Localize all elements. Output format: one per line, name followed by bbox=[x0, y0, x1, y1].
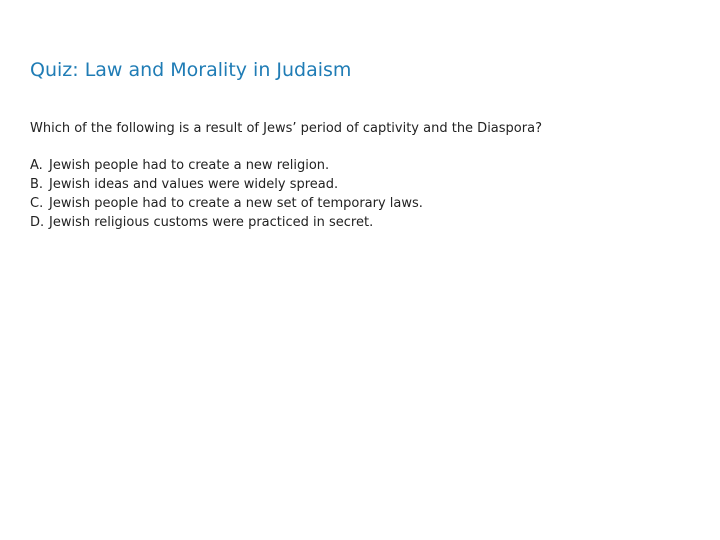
option-letter: A. bbox=[30, 158, 43, 173]
option-text: Jewish people had to create a new set of temporary laws. bbox=[49, 196, 423, 211]
answer-options-list bbox=[30, 156, 690, 232]
answer-option-a bbox=[30, 156, 690, 175]
quiz-question: Which of the following is a result of Jews’ period of captivity and the Diaspora? bbox=[30, 121, 542, 136]
option-text: Jewish people had to create a new religion. bbox=[49, 158, 330, 173]
answer-option-d bbox=[30, 213, 690, 232]
option-letter: C. bbox=[30, 196, 44, 211]
option-letter: B. bbox=[30, 177, 44, 192]
answer-option-c bbox=[30, 194, 690, 213]
answer-option-b bbox=[30, 175, 690, 194]
option-text: Jewish religious customs were practiced in secret. bbox=[49, 215, 374, 230]
option-letter: D. bbox=[30, 215, 45, 230]
quiz-title: Quiz: Law and Morality in Judaism bbox=[30, 59, 352, 81]
option-text: Jewish ideas and values were widely spread. bbox=[49, 177, 339, 192]
